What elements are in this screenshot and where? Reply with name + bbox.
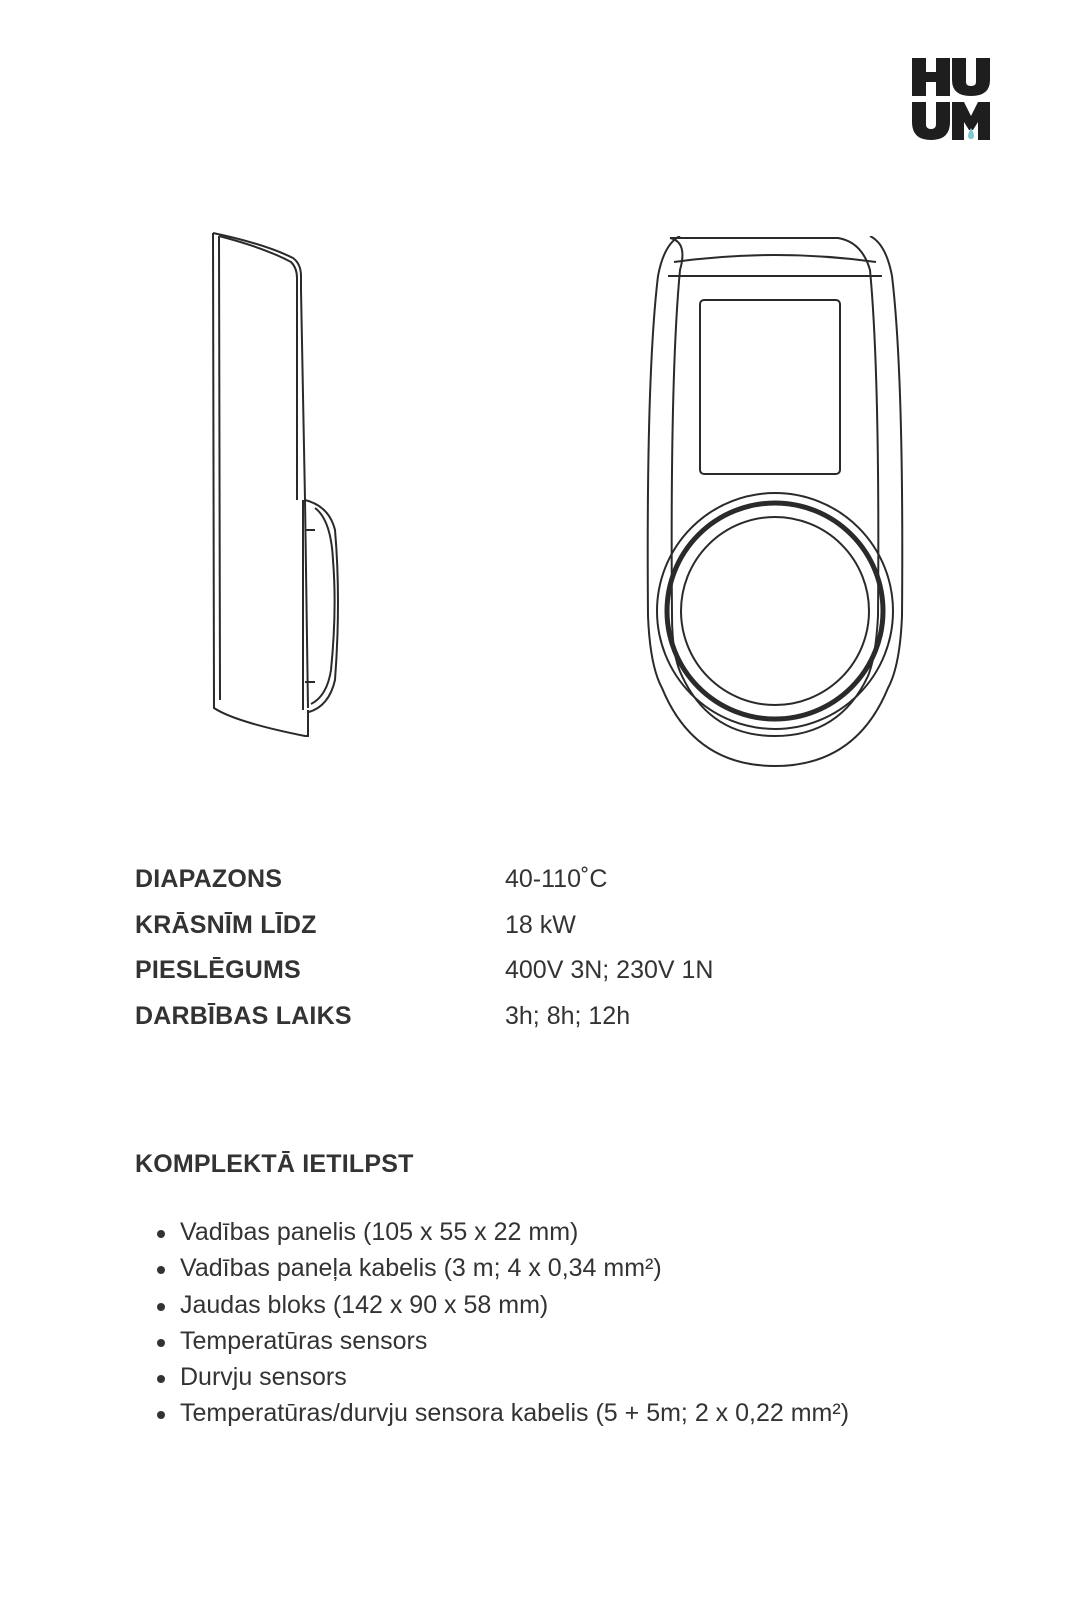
bullet-icon [157, 1411, 165, 1419]
kit-item-text: Durvju sensors [180, 1363, 347, 1392]
list-item [150, 1363, 849, 1399]
spec-value: 3h; 8h; 12h [505, 1001, 631, 1030]
list-item [150, 1218, 849, 1254]
bullet-icon [157, 1375, 165, 1383]
list-item [150, 1399, 849, 1435]
kit-item-text: Vadības panelis (105 x 55 x 22 mm) [180, 1218, 579, 1246]
list-item [150, 1291, 849, 1327]
spec-label: DARBĪBAS LAIKS [135, 1001, 352, 1030]
bullet-icon [157, 1339, 165, 1347]
spec-row-range [135, 865, 955, 911]
controller-front-view-drawing [640, 236, 910, 768]
list-item [150, 1327, 849, 1363]
kit-item-text: Temperatūras/durvju sensora kabelis (5 + 5m; 2 x 0,22 mm²) [180, 1399, 850, 1428]
kit-item-text: Jaudas bloks (142 x 90 x 58 mm) [180, 1290, 549, 1319]
bullet-icon [157, 1266, 165, 1274]
spec-value: 400V 3N; 230V 1N [505, 956, 714, 984]
kit-item-text: Temperatūras sensors [180, 1326, 428, 1355]
bullet-icon [157, 1230, 165, 1238]
huum-logo [912, 58, 990, 142]
controller-side-view-drawing [205, 230, 365, 770]
spec-label: KRĀSNĪM LĪDZ [135, 910, 317, 939]
list-item [150, 1254, 849, 1290]
specs-table [135, 865, 955, 1047]
spec-label: DIAPAZONS [135, 865, 283, 893]
spec-row-connection [135, 956, 955, 1002]
kit-list [150, 1218, 849, 1436]
bullet-icon [157, 1303, 165, 1311]
spec-value: 40-110˚C [505, 865, 608, 893]
spec-row-power [135, 911, 955, 957]
spec-row-operating-time [135, 1002, 955, 1048]
spec-label: PIESLĒGUMS [135, 956, 301, 984]
spec-value: 18 kW [505, 910, 576, 939]
kit-title: KOMPLEKTĀ IETILPST [135, 1150, 414, 1178]
kit-item-text: Vadības paneļa kabelis (3 m; 4 x 0,34 mm²) [180, 1254, 662, 1283]
